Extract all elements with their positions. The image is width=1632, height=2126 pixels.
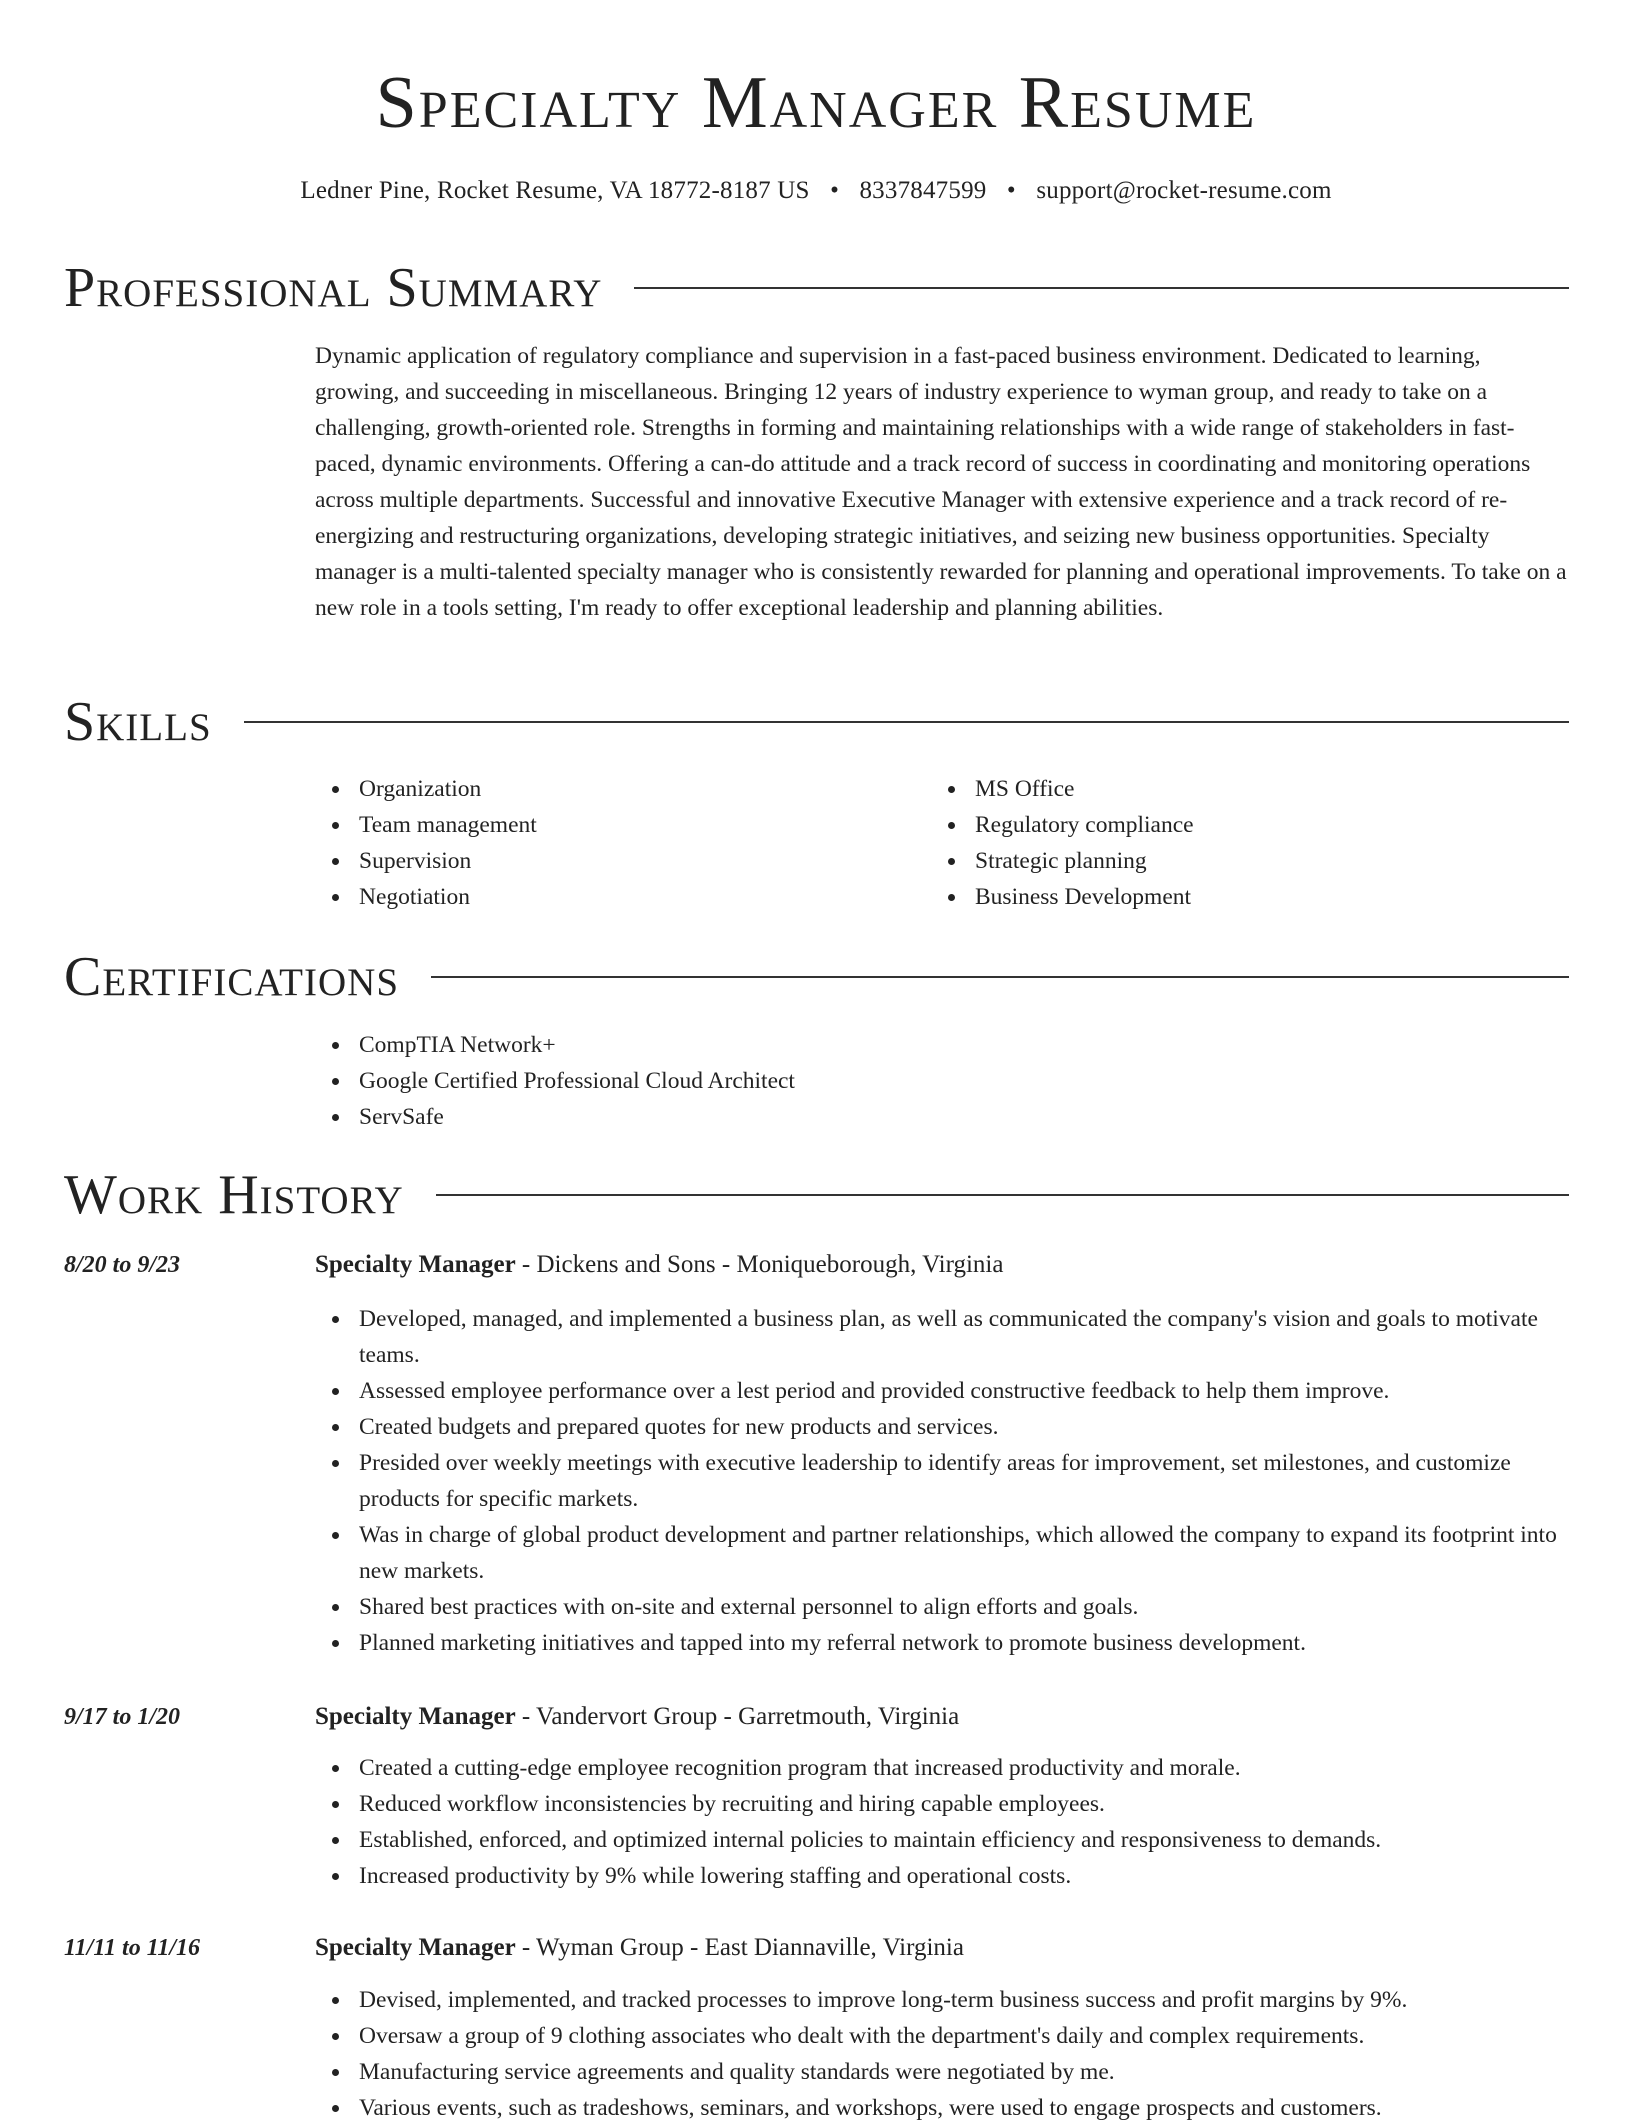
- list-item: Organization: [359, 771, 915, 807]
- list-item: Increased productivity by 9% while lowering staffing and operational costs.: [359, 1858, 1569, 1894]
- job-bullets: [315, 1750, 1569, 1894]
- list-item: MS Office: [975, 771, 1531, 807]
- job-company-location: - Dickens and Sons - Moniqueborough, Virginia: [515, 1251, 1004, 1278]
- job-dates: 11/11 to 11/16: [64, 1935, 201, 1961]
- list-item: Strategic planning: [975, 843, 1531, 879]
- job-heading: [315, 1699, 959, 1735]
- contact-address: Ledner Pine, Rocket Resume, VA 18772-8187 US: [300, 177, 810, 204]
- list-item: Negotiation: [359, 879, 915, 915]
- list-item: Manufacturing service agreements and quality standards were negotiated by me.: [359, 2054, 1569, 2090]
- summary-text: Dynamic application of regulatory compliance and supervision in a fast-paced business environment. Dedicated to learning, growing, and succeeding in miscellaneous. Bringing 12 years of industry experience to wyman group, and ready to take on a challenging, growth-oriented role. Strengths in forming and maintaining relationships with a wide range of stakeholders in fast-paced, dynamic environments. Offering a can-do attitude and a track record of success in coordinating and monitoring operations across multiple departments. Successful and innovative Executive Manager with extensive experience and a track record of re-energizing and restructuring organizations, developing strategic initiatives, and seizing new business opportunities. Specialty manager is a multi-talented specialty manager who is consistently rewarded for planning and operational improvements. To take on a new role in a tools setting, I'm ready to offer exceptional leadership and planning abilities.: [315, 343, 1567, 621]
- list-item: Created a cutting-edge employee recognition program that increased productivity and morale.: [359, 1750, 1569, 1786]
- list-item: Planned marketing initiatives and tapped into my referral network to promote business development.: [359, 1625, 1569, 1661]
- section-header-work-history: [64, 1160, 1569, 1230]
- list-item: Reduced workflow inconsistencies by recruiting and hiring capable employees.: [359, 1786, 1569, 1822]
- contact-separator: •: [830, 177, 840, 204]
- section-header-summary: [64, 253, 1569, 323]
- list-item: Presided over weekly meetings with executive leadership to identify areas for improvement, set milestones, and customize products for specific markets.: [359, 1445, 1569, 1517]
- contact-separator: •: [1006, 177, 1016, 204]
- list-item: ServSafe: [359, 1099, 1569, 1135]
- contact-email: support@rocket-resume.com: [1036, 177, 1332, 204]
- contact-phone: 8337847599: [859, 177, 987, 204]
- job-title: Specialty Manager: [315, 1251, 516, 1278]
- job-heading: [315, 1930, 964, 1966]
- list-item: Established, enforced, and optimized internal policies to maintain efficiency and responsiveness to demands.: [359, 1822, 1569, 1858]
- section-divider: [436, 1194, 1569, 1196]
- list-item: Shared best practices with on-site and external personnel to align efforts and goals.: [359, 1589, 1569, 1625]
- list-item: Business Development: [975, 879, 1531, 915]
- section-divider: [244, 721, 1569, 723]
- list-item: Assessed employee performance over a lest period and provided constructive feedback to help them improve.: [359, 1373, 1569, 1409]
- certifications-list: [315, 1027, 1569, 1135]
- section-header-skills: [64, 687, 1569, 757]
- job-bullets: [315, 1982, 1569, 2126]
- list-item: Team management: [359, 807, 915, 843]
- job-dates: 8/20 to 9/23: [64, 1252, 181, 1278]
- skills-column-right: [931, 771, 1531, 915]
- list-item: Various events, such as tradeshows, seminars, and workshops, were used to engage prospects and customers.: [359, 2090, 1569, 2126]
- job-title: Specialty Manager: [315, 1934, 516, 1961]
- skills-column-left: [315, 771, 915, 915]
- job-bullets: [315, 1301, 1569, 1661]
- list-item: Supervision: [359, 843, 915, 879]
- contact-line: [0, 174, 1632, 208]
- list-item: Developed, managed, and implemented a business plan, as well as communicated the company's vision and goals to motivate teams.: [359, 1301, 1569, 1373]
- list-item: Devised, implemented, and tracked processes to improve long-term business success and profit margins by 9%.: [359, 1982, 1569, 2018]
- section-title-certifications: Certifications: [64, 946, 400, 1008]
- job-dates: 9/17 to 1/20: [64, 1704, 181, 1730]
- section-title-skills: Skills: [64, 691, 212, 753]
- section-divider: [634, 287, 1569, 289]
- job-heading: [315, 1247, 1003, 1283]
- list-item: Was in charge of global product development and partner relationships, which allowed the company to expand its footprint into new markets.: [359, 1517, 1569, 1589]
- section-header-certifications: [64, 942, 1569, 1012]
- section-title-summary: Professional Summary: [64, 257, 603, 319]
- section-title-work-history: Work History: [64, 1164, 404, 1226]
- list-item: Created budgets and prepared quotes for new products and services.: [359, 1409, 1569, 1445]
- job-title: Specialty Manager: [315, 1703, 516, 1730]
- section-divider: [431, 976, 1569, 978]
- list-item: CompTIA Network+: [359, 1027, 1569, 1063]
- job-company-location: - Wyman Group - East Diannaville, Virginia: [515, 1934, 964, 1961]
- job-company-location: - Vandervort Group - Garretmouth, Virginia: [515, 1703, 960, 1730]
- list-item: Regulatory compliance: [975, 807, 1531, 843]
- resume-title: Specialty Manager Resume: [375, 62, 1257, 144]
- list-item: Google Certified Professional Cloud Architect: [359, 1063, 1569, 1099]
- list-item: Oversaw a group of 9 clothing associates who dealt with the department's daily and complex requirements.: [359, 2018, 1569, 2054]
